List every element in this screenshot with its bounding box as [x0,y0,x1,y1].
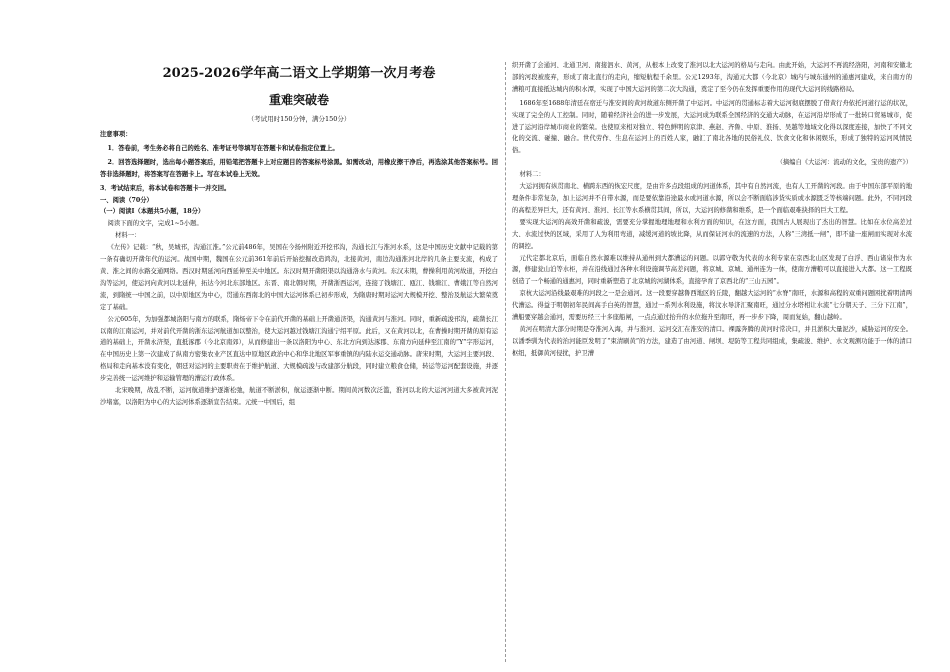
section-part: 一、阅读（70分） [100,196,153,204]
material-label: 材料二： [519,171,545,179]
paragraph: 1686年至1688年清廷在宿迁与淮安间的黄河故道东侧开凿了中运河。中运河的贯通标志着大运河彻底摆脱了借黄行舟依托河道行运的状况，实现了完全的人工控制。同时，随着经济社会的进一步发展，大运河成为联系全国经济的交通大动脉，在运河沿岸形成了一批转口贸易城市，促进了运河沿岸城市商业的繁荣。也使原来相对独立、特色鲜明的京津、燕赵、齐鲁、中原、淮扬、吴越等地域文化得以深度连接，加快了不同文化的交流、碰撞、融合。世代劳作、生息在运河上的百姓人家，融汇了南北各地的民俗礼仪、饮食文化和休闲娱乐，形成了独特的运河风情民俗。 [512,99,912,155]
note-item: 2．回答选择题时，选出每小题答案后，用铅笔把答题卡上对应题目的答案标号涂黑。如需改动，用橡皮擦干净后，再选涂其他答案标号。回答非选择题时，将答案写在答题卡上。写在本试卷上无效。 [100,158,498,178]
material-label: 材料一： [115,232,141,240]
paragraph: 大运河拥有纵贯南北、横跨东西的恢宏尺度，是由许多点段组成的河道体系，其中有自然河流，也有人工开凿的河段。由于中国东部平原的地理条件非常复杂，加上运河并不自带水源，而是要依靠沿途最水或河道水源，所以会不断面临涉货实质或水源匮乏等核端问题。此外，不同河段的高程差异巨大，还有黄河、淮河、长江等水系横贯其间，所以，大运河的修凿和维系，是一个面临艰难抉择的巨大工程。 [512,183,912,214]
paragraph: 元代定都北京后，面临自然水源难以维持从通州到大都漕运的问题。以郭守敬为代表的水利专家在京西北山区发现了白浮、西山诸泉作为水源，修建瓮山泊等水柜，并在沿线通过各种水利设施调节高差问题，将京城、京城、通州连为一体，使南方漕粮可以直接进入大都。这一工程既创造了一个畅通的通惠河，同时重新塑造了北京城的河湖体系，直接孕育了京西北的“三山五园”。 [512,254,912,286]
note-item: 3．考试结束后，将本试卷和答题卡一并交回。 [100,184,231,192]
exam-info: （考试用时150分钟，满分150分） [247,115,351,123]
paragraph: 《左传》记载：“秋，吴城邗，沟通江淮。”公元前486年，吴国在今扬州附近开挖邗沟，沟通长江与淮河水系，这是中国历史文献中记载的第一条有确切开凿年代的运河。战国中期，魏国在公元前361年前后开始挖掘改造鸿沟，北接黄河，南边沟通淮河北岸的几条主要支流，构成了黄、淮之间的水路交通网络。西汉时期延河向西延伸至关中地区。东汉时期开凿阳渠以沟通洛水与黄河。东汉末期，曹操利用黄河故道，开挖白沟等运河，使运河向黄河以北延伸，拓达今河北东部地区。东晋、南北朝时期，开凿浙西运河，连接了钱塘江、瓯江、钱塘江、曹娥江等自然河流，到隋统一中国之前，以中原地区为中心，贯通东西南北的中国大运河体系已初步形成，为隋唐时期对运河大规模开挖、整治及航运大繁荣奠定了基础。 [100,244,498,311]
paragraph: 黄河在明清大部分时期是夺淮河入海，并与淮河、运河交汇在淮安的清口。裸露奔腾的黄河时常决口，并且淤积大量泥沙，威胁运河的安全。以潘季驯为代表的治河能臣发明了“束清刷黄”的方法，建造了由河道、闸坝、堤防等工程共同组成，集疏浚、维护、水文观测功能于一体的清口枢纽，抵御黄河侵扰，护卫漕 [512,325,912,357]
exam-title: 2025-2026学年高二语文上学期第一次月考卷 [162,66,436,81]
right-column [512,0,912,672]
exam-subtitle: 重难突破卷 [268,93,329,107]
left-column [100,0,498,672]
notes-heading: 注意事项： [100,131,132,138]
note-item: 1．答卷前，考生务必将自己的姓名、准考证号等填写在答题卡和试卷指定位置上。 [107,144,339,152]
source-note: （摘编自《大运河：流动的文化，宝贵的遗产》） [776,159,912,167]
paragraph: 要实现大运河的高效开凿和疏浚，需要充分掌握地理地理和水利方面的知识，在这方面，我国古人展现出了杰出的智慧。比如在水位高差过大、水流过快的区域，采用了人为利用弯道，减缓河道的坡比降，从而保证河水的流速的方法，人称“三湾抵一闸”，即不建一座闸而实现对水流的调控。 [512,218,912,250]
section-sub-part: （一）阅读Ⅰ（本题共5小题，18分） [100,208,205,216]
paragraph: 公元605年，为加强都城洛阳与南方的联系，隋炀帝下令在前代开凿的基础上开凿通济渠，沟通黄河与淮河。同时，重新疏浚邗沟，疏凿长江以南的江南运河，并对前代开凿的浙东运河航道加以整治，使大运河越过钱塘江沟通宁绍平原。此后，又在黄河以北，在曹操时期开凿的原有运道的基础上，开凿永济渠，直抵涿郡（今北京南郊），从而修建出一条以洛阳为中心、东北方向到达涿郡、东南方向延伸至江南的“Y”字形运河，在中国历史上第一次建成了纵南方密集农业产区直达中原地区政治中心和华北地区军事重镇的内陆水运交通动脉。唐宋时期，大运河主要河段、格局和走向基本没有变化，朝廷对运河的主要职责在于维护航道、大规模疏浚与改建部分航段，同时建立粮食仓储，转运等运河配套设施，并逐步完善统一运河维护和运输管理的漕运行政体系。 [100,315,498,383]
section-instruction: 阅读下面的文字，完成1~5小题。 [107,220,203,228]
notes-block [100,129,498,409]
paragraph: 北宋晚期，战乱不断，运河航道维护逐渐松弛，航道不断淤积，航运逐渐中断。期间黄河数次泛滥，淮河以北的大运河河道大多被黄河泥沙堵塞，以洛阳为中心的大运河体系逐渐宣告结束。元统一中国后，组 [100,387,498,406]
paragraph: 织开凿了会通河、北通卫河、南接泗水、黄河，从根本上改变了淮河以北大运河的格局与走向。由此开始，大运河不再流经洛阳，河南和安徽北部的河段被废弃，形成了南北直行的走向，缩短航程千余里。公元1293年，沟通元大都（今北京）城内与城东通州的通惠河建成，来自南方的漕粮可直接抵达城内的积水潭，实现了中国大运河的第二次大沟通，奠定了至今仍在发挥重要作用的现代大运河的线路格局。 [512,62,912,93]
paragraph: 京杭大运河沿线最艰难的河段之一是会通河。这一段要穿越鲁西地区的丘陵，翻越大运河的“水脊”南旺，水源和高程的双重问题困扰着明清两代漕运。得益于明朝初年民间高手白英的智慧，通过一系列水利设施，将汶水导济汇聚南旺，通过分水塔相让水流“七分朝天子、三分下江南”，漕船要穿越会通河，需要历经三十多座船闸，一点点通过抬升的水位拖升至南旺，再一步步下降，周而复始，翻山越岭。 [512,290,912,322]
column-divider [505,62,506,662]
